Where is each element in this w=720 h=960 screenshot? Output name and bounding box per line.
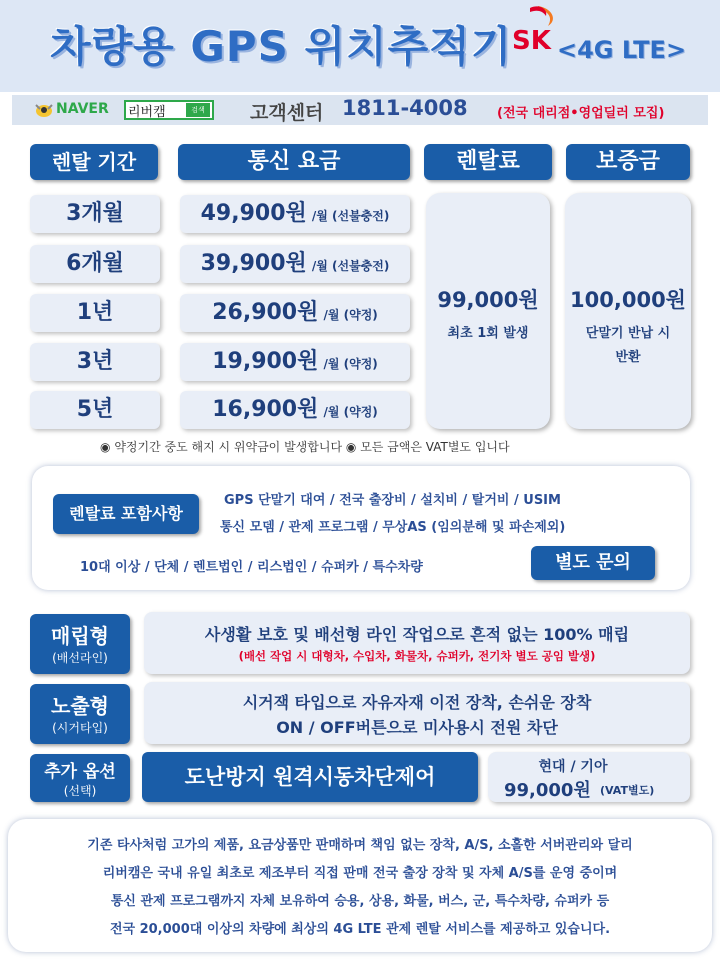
exposed-sub: (시거타입) (52, 721, 108, 735)
search-button[interactable]: 검색 (186, 103, 210, 117)
deposit-amount: 100,000원 (570, 288, 686, 312)
included-line-3: 10대 이상 / 단체 / 렌트법인 / 리스법인 / 슈퍼카 / 특수차량 (80, 560, 423, 575)
row-period: 5년 (30, 391, 160, 429)
customer-center-label: 고객센터 (250, 102, 324, 124)
exposed-desc-2: ON / OFF버튼으로 미사용시 전원 차단 (276, 718, 558, 737)
exposed-title: 노출형 (51, 694, 109, 718)
option-brand: 현대 / 기아 (538, 759, 608, 775)
row-price: 49,900원 (200, 201, 307, 226)
intro-line-4: 전국 20,000대 이상의 차량에 최상의 4G LTE 관제 렌탈 서비스를 제공하고 있습니다. (109, 922, 611, 937)
included-line-1: GPS 단말기 대여 / 전국 출장비 / 설치비 / 탈거비 / USIM (224, 493, 561, 508)
search-keyword: 리버캠 (128, 105, 166, 120)
customer-center-phone[interactable]: 1811-4008 (342, 96, 468, 120)
row-price: 26,900원 (212, 300, 319, 325)
rental-fee-note: 최초 1회 발생 (447, 326, 529, 341)
rental-fee-amount: 99,000원 (437, 288, 539, 312)
option-price: 99,000원 (504, 780, 591, 801)
row-period: 6개월 (30, 245, 160, 283)
naver-label: NAVER (56, 101, 109, 117)
row-price-cell (180, 195, 410, 233)
row-price-cell (180, 294, 410, 332)
bullet-icon: ◉ (345, 440, 357, 454)
embedded-sub: (배선라인) (52, 651, 108, 665)
deposit-note-2: 반환 (615, 350, 641, 365)
row-price-cell (180, 245, 410, 283)
header-deposit: 보증금 (566, 144, 690, 180)
row-period: 3개월 (30, 195, 160, 233)
embedded-desc: 사생활 보호 및 배선형 라인 작업으로 흔적 없는 100% 매립 (204, 625, 630, 644)
header-rental-period: 렌탈 기간 (30, 144, 158, 180)
intro-line-3: 통신 관제 프로그램까지 자체 보유하여 승용, 상용, 화물, 버스, 군, 특수차량, 슈퍼카 등 (110, 894, 610, 909)
inquiry-button[interactable]: 별도 문의 (531, 546, 655, 580)
row-price-cell (180, 391, 410, 429)
footnote-vat: 모든 금액은 VAT별도 입니다 (360, 440, 510, 454)
footnote-penalty: 약정기간 중도 해지 시 위약금이 발생합니다 (114, 440, 343, 454)
row-unit: /월 (선불충전) (311, 209, 390, 223)
row-price-cell (180, 343, 410, 381)
exposed-type-label (30, 684, 130, 744)
row-unit: /월 (약정) (323, 308, 378, 322)
footnote-line (100, 438, 510, 455)
row-price: 19,900원 (212, 349, 319, 374)
embedded-warning: (배선 작업 시 대형차, 수입차, 화물차, 슈퍼카, 전기차 별도 공임 발생) (238, 649, 596, 663)
sk-logo-text: SK (512, 26, 551, 56)
option-sub: (선택) (63, 784, 97, 798)
header-comm-fee: 통신 요금 (178, 144, 410, 180)
row-price: 16,900원 (212, 397, 319, 422)
option-title: 추가 옵션 (44, 762, 116, 782)
included-line-2: 통신 모뎀 / 관제 프로그램 / 무상AS (임의분해 및 파손제외) (220, 520, 566, 535)
row-unit: /월 (선불충전) (311, 259, 390, 273)
row-period: 3년 (30, 343, 160, 381)
anti-theft-feature: 도난방지 원격시동차단제어 (142, 752, 478, 802)
row-unit: /월 (약정) (323, 405, 378, 419)
intro-line-1: 기존 타사처럼 고가의 제품, 요금상품만 판매하며 책임 없는 장착, A/S, 소홀한 서버관리와 달리 (87, 838, 633, 853)
page-title: 차량용 GPS 위치추적기 (50, 22, 513, 71)
row-unit: /월 (약정) (323, 357, 378, 371)
option-label (30, 754, 130, 802)
included-label: 렌탈료 포함사항 (53, 494, 199, 534)
exposed-desc-1: 시거잭 타입으로 자유자재 이전 장착, 손쉬운 장착 (242, 693, 592, 712)
row-period: 1년 (30, 294, 160, 332)
embedded-title: 매립형 (51, 624, 109, 648)
lte-label: <4G LTE> (557, 36, 687, 64)
intro-line-2: 리버캠은 국내 유일 최초로 제조부터 직접 판매 전국 출장 장착 및 자체 A/S를 운영 중이며 (102, 866, 618, 881)
embedded-type-label (30, 614, 130, 674)
option-vat: (VAT별도) (600, 784, 655, 797)
header-rental-fee: 렌탈료 (424, 144, 552, 180)
deposit-note-1: 단말기 반납 시 (585, 326, 671, 341)
naver-icon (34, 101, 54, 119)
bullet-icon: ◉ (100, 440, 111, 454)
dealer-recruit-text: (전국 대리점•영업딜러 모집) (497, 106, 665, 121)
row-price: 39,900원 (200, 251, 307, 276)
